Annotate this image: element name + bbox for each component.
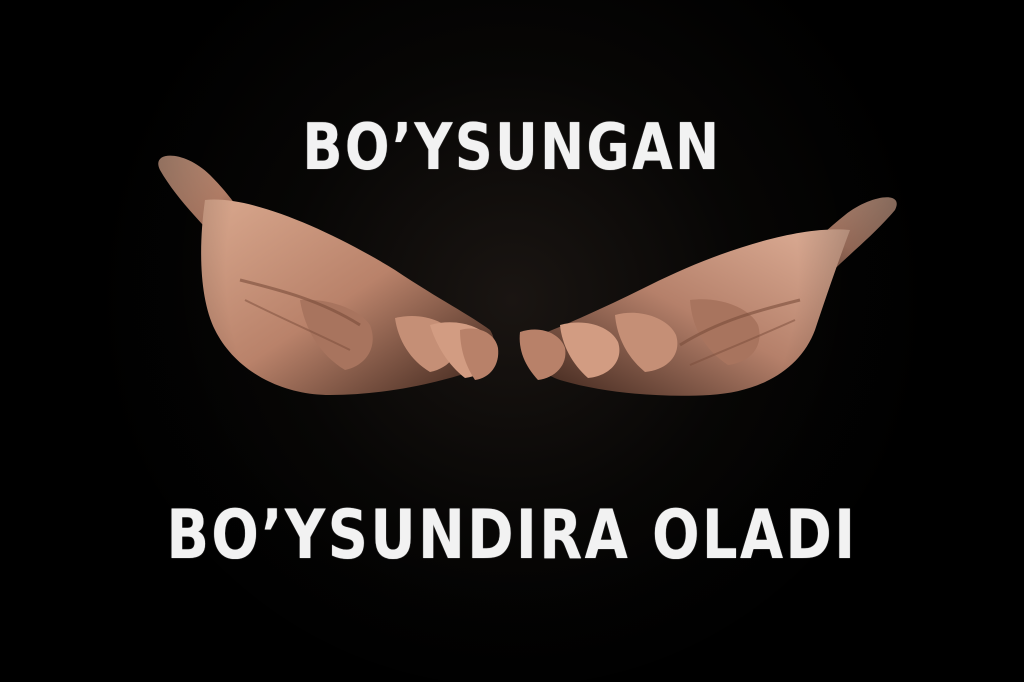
bottom-caption: BO’YSUNDIRA OLADI: [166, 496, 858, 575]
top-caption: BO’YSUNGAN: [302, 111, 722, 185]
